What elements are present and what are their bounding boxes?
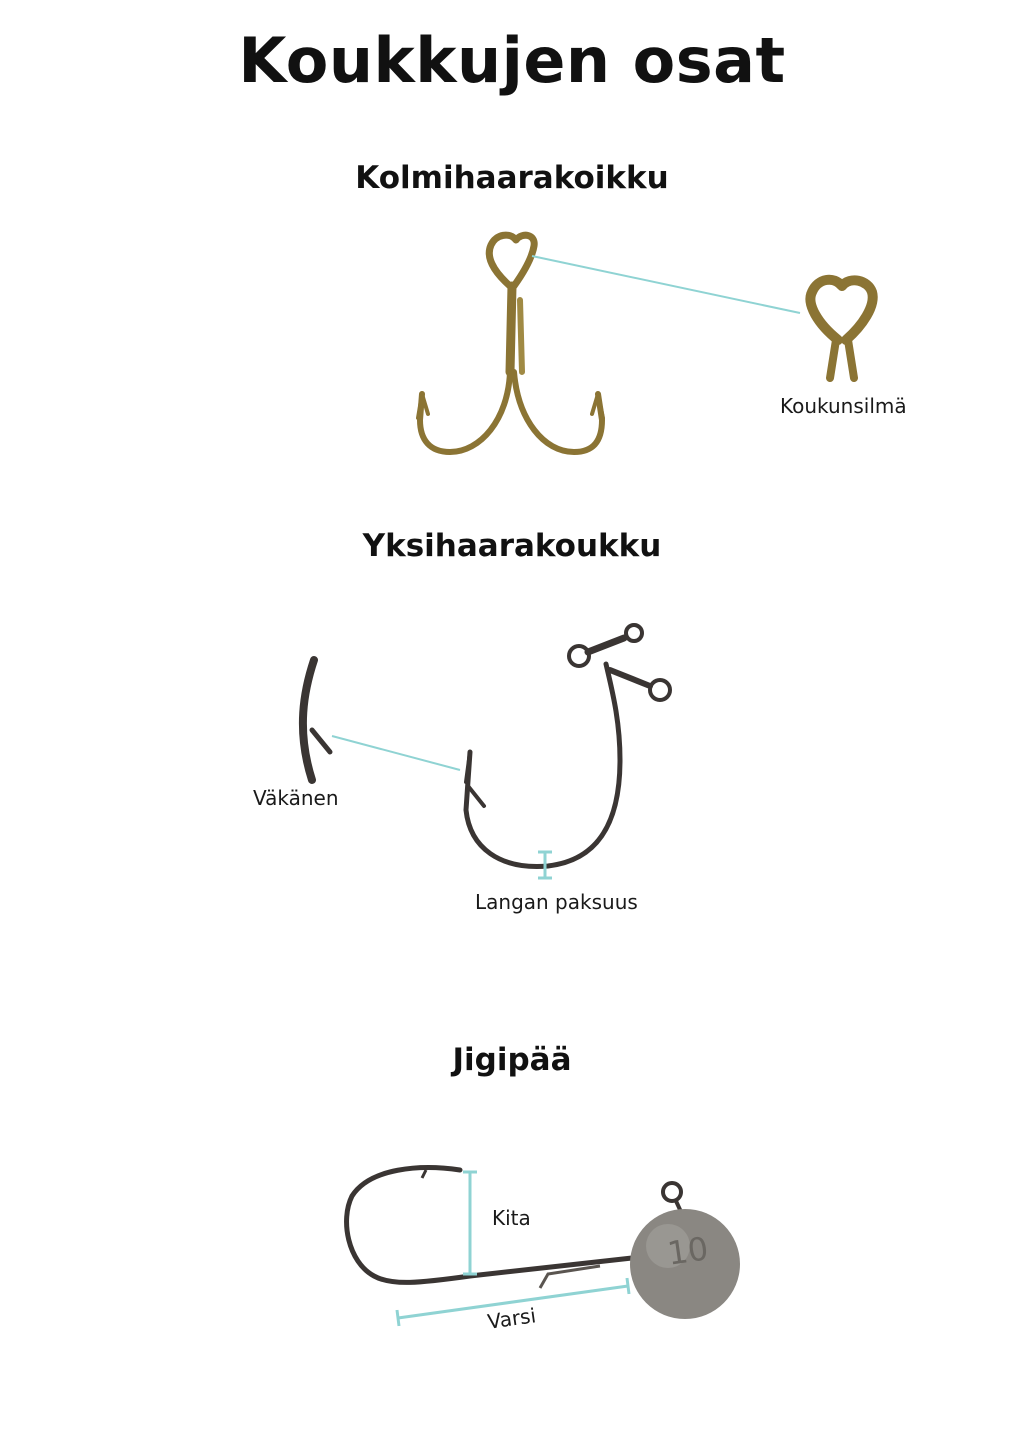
leader-line-eye [532, 256, 800, 313]
treble-hook-illustration [418, 235, 603, 452]
hook-eye-closeup [810, 280, 872, 378]
label-hook-eye: Koukunsilmä [780, 394, 907, 418]
page-title: Koukkujen osat [238, 24, 786, 97]
leader-line-barb [332, 736, 460, 770]
single-hook-illustration [466, 625, 670, 866]
label-shank: Varsi [486, 1303, 538, 1334]
label-barb: Väkänen [253, 786, 339, 810]
label-wire-thickness: Langan paksuus [475, 890, 638, 914]
barb-closeup [303, 660, 330, 780]
section-title-jig-head: Jigipää [452, 1042, 572, 1078]
jig-head-number: 10 [665, 1229, 711, 1273]
section-title-treble-hook: Kolmihaarakoikku [355, 160, 669, 196]
gap-marker [463, 1172, 477, 1274]
label-gap: Kita [492, 1206, 531, 1230]
section-title-single-hook: Yksihaarakoukku [362, 528, 662, 564]
